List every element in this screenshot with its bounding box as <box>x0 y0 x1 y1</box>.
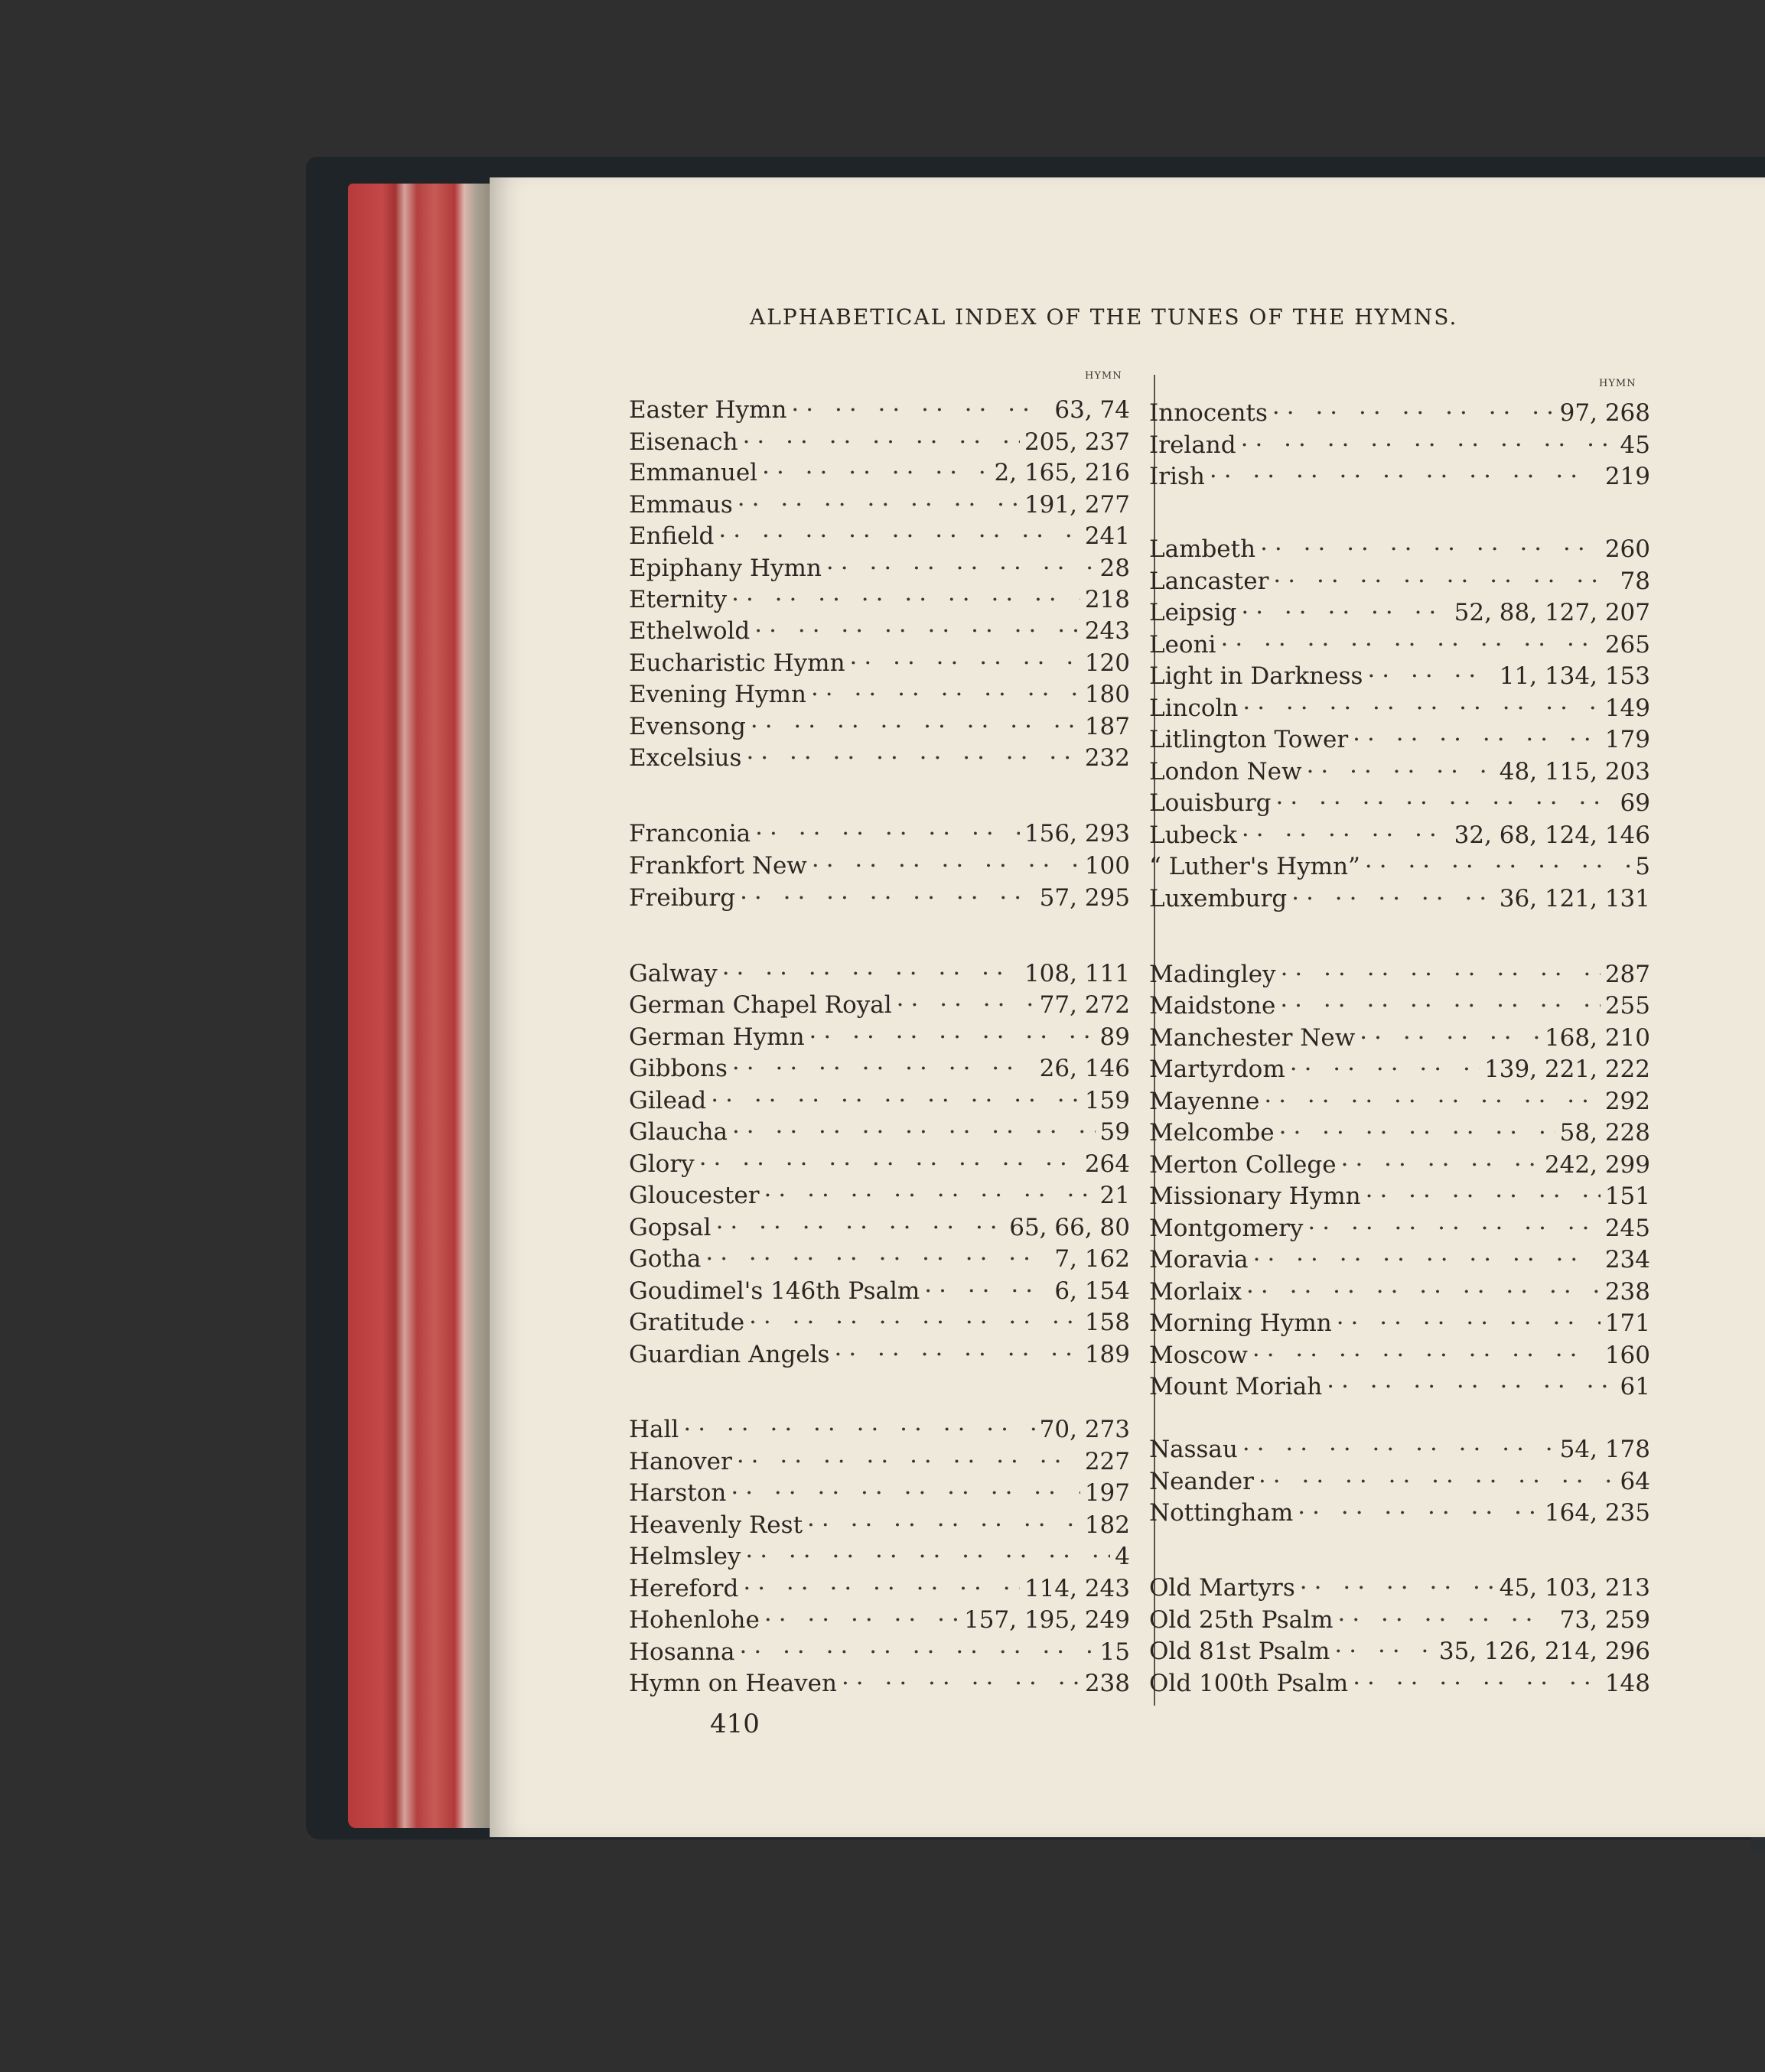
tune-name: Maidstone <box>1149 992 1276 1020</box>
left-column-header: HYMN <box>1085 370 1122 382</box>
tune-name: Frankfort New <box>629 852 807 880</box>
tune-name: Old 81st Psalm <box>1149 1638 1330 1665</box>
hymn-numbers: 242, 299 <box>1544 1151 1650 1179</box>
tune-name: Hymn on Heaven <box>629 1670 837 1697</box>
hymn-numbers: 180 <box>1084 681 1130 708</box>
index-entry <box>629 396 1130 427</box>
hymn-numbers: 5 <box>1635 853 1650 880</box>
index-entry <box>629 1150 1130 1181</box>
index-entry <box>1149 631 1650 662</box>
tune-name: Hanover <box>629 1448 732 1475</box>
hymn-numbers: 45 <box>1620 431 1650 459</box>
leader-dots <box>743 428 1020 456</box>
index-entry <box>629 960 1130 990</box>
leader-dots <box>1300 1574 1495 1602</box>
hymn-numbers: 182 <box>1084 1511 1130 1539</box>
hymn-numbers: 238 <box>1084 1670 1130 1697</box>
tune-name: Lubeck <box>1149 821 1237 849</box>
leader-dots <box>746 744 1080 772</box>
hymn-numbers: 59 <box>1099 1118 1130 1146</box>
tune-name: Moravia <box>1149 1246 1249 1273</box>
index-entry <box>1149 961 1650 991</box>
tune-name: Harston <box>629 1479 727 1507</box>
index-entry <box>1149 758 1650 789</box>
leader-dots <box>1367 662 1494 690</box>
tune-name: Morning Hymn <box>1149 1309 1332 1337</box>
index-entry <box>1149 1278 1650 1309</box>
leader-dots <box>1260 535 1601 563</box>
index-entry <box>1149 1468 1650 1498</box>
tune-name: Nassau <box>1149 1436 1238 1463</box>
leader-dots <box>842 1670 1080 1697</box>
index-entry <box>1149 1151 1650 1182</box>
tune-name: Missionary Hymn <box>1149 1182 1361 1210</box>
hymn-numbers: 73, 259 <box>1559 1606 1650 1634</box>
index-entry <box>629 1670 1130 1700</box>
tune-name: Evening Hymn <box>629 681 806 708</box>
leader-dots <box>924 1277 1050 1305</box>
leader-dots <box>740 884 1035 912</box>
tune-name: Emmanuel <box>629 459 758 486</box>
index-entry <box>629 1416 1130 1446</box>
hymn-numbers: 2, 165, 216 <box>994 459 1130 486</box>
leader-dots <box>850 649 1080 677</box>
leader-dots <box>791 396 1050 424</box>
leader-dots <box>754 617 1080 645</box>
leader-dots <box>1241 599 1449 626</box>
tune-name: Galway <box>629 960 718 987</box>
hymn-numbers: 156, 293 <box>1024 820 1130 847</box>
hymn-numbers: 57, 295 <box>1039 884 1130 912</box>
leader-dots <box>722 960 1020 987</box>
hymn-numbers: 52, 88, 127, 207 <box>1454 599 1650 626</box>
leader-dots <box>1273 568 1615 595</box>
index-entry <box>1149 1436 1650 1466</box>
tune-name: Nottingham <box>1149 1499 1294 1527</box>
tune-name: Hall <box>629 1416 679 1443</box>
tune-name: Old Martyrs <box>1149 1574 1295 1602</box>
index-entry <box>1149 662 1650 693</box>
leader-dots <box>716 1214 1005 1241</box>
tune-name: Gibbons <box>629 1055 728 1082</box>
index-entry <box>629 991 1130 1022</box>
page-title: ALPHABETICAL INDEX OF THE TUNES OF THE HYMNS. <box>750 304 1458 330</box>
leader-dots <box>834 1341 1080 1368</box>
hymn-numbers: 7, 162 <box>1054 1245 1130 1273</box>
index-entry <box>1149 885 1650 916</box>
leader-dots <box>1360 1024 1540 1052</box>
hymn-numbers: 265 <box>1604 631 1650 659</box>
hymn-numbers: 255 <box>1604 992 1650 1020</box>
tune-name: Hereford <box>629 1575 739 1602</box>
tune-name: Merton College <box>1149 1151 1337 1179</box>
index-entry <box>629 1479 1130 1510</box>
hymn-numbers: 21 <box>1099 1182 1130 1209</box>
leader-dots <box>1241 431 1616 459</box>
hymn-numbers: 287 <box>1604 961 1650 988</box>
leader-dots <box>718 522 1080 550</box>
index-entry <box>629 428 1130 459</box>
tune-name: Leoni <box>1149 631 1216 659</box>
hymn-numbers: 36, 121, 131 <box>1499 885 1650 912</box>
tune-name: Lambeth <box>1149 535 1256 563</box>
index-entry <box>629 1277 1130 1308</box>
index-entry <box>1149 726 1650 756</box>
index-entry <box>629 1341 1130 1371</box>
index-entry <box>629 522 1130 553</box>
leader-dots <box>1298 1499 1540 1527</box>
hymn-numbers: 11, 134, 153 <box>1499 662 1650 690</box>
hymn-numbers: 245 <box>1604 1215 1650 1242</box>
index-entry <box>1149 599 1650 629</box>
hymn-numbers: 227 <box>1084 1448 1130 1475</box>
leader-dots <box>807 1511 1080 1539</box>
leader-dots <box>731 1479 1080 1507</box>
hymn-numbers: 63, 74 <box>1054 396 1130 424</box>
leader-dots <box>1210 463 1601 490</box>
tune-name: Mount Moriah <box>1149 1373 1323 1400</box>
hymn-numbers: 187 <box>1084 713 1130 740</box>
hymn-numbers: 70, 273 <box>1039 1416 1130 1443</box>
index-entry <box>629 852 1130 883</box>
tune-name: London New <box>1149 758 1302 786</box>
tune-name: Eucharistic Hymn <box>629 649 845 677</box>
index-entry <box>1149 1574 1650 1605</box>
index-entry <box>629 681 1130 711</box>
index-entry <box>629 820 1130 851</box>
tune-name: Leipsig <box>1149 599 1237 626</box>
index-entry <box>629 1245 1130 1276</box>
tune-name: Epiphany Hymn <box>629 555 822 582</box>
hymn-numbers: 100 <box>1084 852 1130 880</box>
leader-dots <box>705 1245 1050 1273</box>
hymn-numbers: 149 <box>1604 694 1650 722</box>
leader-dots <box>1279 1119 1555 1147</box>
leader-dots <box>826 555 1096 582</box>
hymn-numbers: 78 <box>1620 568 1650 595</box>
tune-name: German Hymn <box>629 1023 805 1051</box>
leader-dots <box>764 1606 959 1634</box>
index-entry <box>629 617 1130 648</box>
hymn-numbers: 58, 228 <box>1559 1119 1650 1147</box>
tune-name: Louisburg <box>1149 789 1272 817</box>
index-entry <box>629 1118 1130 1149</box>
tune-name: Moscow <box>1149 1342 1248 1369</box>
index-entry <box>629 744 1130 775</box>
index-entry <box>629 1606 1130 1637</box>
index-entry <box>1149 1056 1650 1086</box>
leader-dots <box>699 1150 1080 1178</box>
index-entry <box>1149 399 1650 430</box>
leader-dots <box>1334 1638 1434 1665</box>
tune-name: Old 100th Psalm <box>1149 1670 1349 1697</box>
leader-dots <box>751 713 1080 740</box>
hymn-numbers: 160 <box>1604 1342 1650 1369</box>
index-entry <box>1149 568 1650 598</box>
tune-name: “ Luther's Hymn” <box>1149 853 1360 880</box>
leader-dots <box>731 586 1080 613</box>
leader-dots <box>732 1118 1096 1146</box>
tune-name: Hohenlohe <box>629 1606 760 1634</box>
right-column-header: HYMN <box>1599 378 1636 389</box>
leader-dots <box>1220 631 1600 659</box>
hymn-numbers: 219 <box>1604 463 1650 490</box>
tune-name: Gilead <box>629 1087 707 1114</box>
index-entry <box>629 1575 1130 1605</box>
index-entry <box>1149 431 1650 462</box>
leader-dots <box>1341 1151 1540 1179</box>
tune-name: Goudimel's 146th Psalm <box>629 1277 920 1305</box>
page-number: 410 <box>710 1709 760 1739</box>
index-entry <box>1149 1215 1650 1245</box>
tune-name: Lincoln <box>1149 694 1239 722</box>
index-entry <box>629 1309 1130 1339</box>
hymn-numbers: 32, 68, 124, 146 <box>1454 821 1650 849</box>
hymn-numbers: 157, 195, 249 <box>964 1606 1130 1634</box>
tune-name: Guardian Angels <box>629 1341 830 1368</box>
index-entry <box>1149 1088 1650 1118</box>
leader-dots <box>1290 1056 1480 1083</box>
leader-dots <box>1291 885 1495 912</box>
tune-name: Glaucha <box>629 1118 728 1146</box>
index-entry <box>1149 1373 1650 1404</box>
leader-dots <box>1242 821 1450 849</box>
index-entry <box>629 1448 1130 1478</box>
leader-dots <box>743 1575 1020 1602</box>
index-entry <box>629 586 1130 616</box>
hymn-numbers: 151 <box>1604 1182 1650 1210</box>
tune-name: Freiburg <box>629 884 736 912</box>
hymn-numbers: 114, 243 <box>1024 1575 1130 1602</box>
hymn-numbers: 264 <box>1084 1150 1130 1178</box>
hymn-numbers: 243 <box>1084 617 1130 645</box>
tune-name: German Chapel Royal <box>629 991 892 1019</box>
hymn-numbers: 191, 277 <box>1024 491 1130 519</box>
leader-dots <box>1259 1468 1616 1495</box>
leader-dots <box>755 820 1020 847</box>
tune-name: Franconia <box>629 820 751 847</box>
hymn-numbers: 179 <box>1604 726 1650 753</box>
leader-dots <box>738 491 1020 519</box>
tune-name: Montgomery <box>1149 1215 1304 1242</box>
leader-dots <box>732 1055 1035 1082</box>
hymn-numbers: 15 <box>1099 1638 1130 1666</box>
leader-dots <box>809 1023 1096 1051</box>
leader-dots <box>745 1543 1110 1570</box>
index-entry <box>1149 1024 1650 1055</box>
hymn-numbers: 97, 268 <box>1559 399 1650 427</box>
hymn-numbers: 108, 111 <box>1024 960 1130 987</box>
index-entry <box>629 1214 1130 1244</box>
hymn-numbers: 292 <box>1604 1088 1650 1115</box>
index-entry <box>1149 821 1650 852</box>
index-entry <box>1149 463 1650 493</box>
index-entry <box>629 884 1130 915</box>
leader-dots <box>812 852 1080 880</box>
tune-name: Gotha <box>629 1245 702 1273</box>
index-entry <box>629 1055 1130 1085</box>
leader-dots <box>1281 961 1601 988</box>
leader-dots <box>1366 1182 1601 1210</box>
index-entry <box>629 649 1130 680</box>
tune-name: Gopsal <box>629 1214 712 1241</box>
hymn-numbers: 218 <box>1084 586 1130 613</box>
hymn-numbers: 238 <box>1604 1278 1650 1306</box>
leader-dots <box>1276 789 1616 817</box>
hymn-numbers: 35, 126, 214, 296 <box>1438 1638 1650 1665</box>
tune-name: Innocents <box>1149 399 1268 427</box>
tune-name: Lancaster <box>1149 568 1269 595</box>
hymn-numbers: 45, 103, 213 <box>1499 1574 1650 1602</box>
index-entry <box>629 1087 1130 1117</box>
hymn-numbers: 164, 235 <box>1544 1499 1650 1527</box>
tune-name: Martyrdom <box>1149 1056 1285 1083</box>
tune-name: Melcombe <box>1149 1119 1275 1147</box>
index-entry <box>629 1023 1130 1054</box>
hymn-numbers: 54, 178 <box>1559 1436 1650 1463</box>
tune-name: Eternity <box>629 586 728 613</box>
leader-dots <box>740 1638 1096 1666</box>
hymn-numbers: 28 <box>1099 555 1130 582</box>
index-entry <box>629 1182 1130 1212</box>
tune-name: Enfield <box>629 522 715 550</box>
index-entry <box>1149 1606 1650 1637</box>
leader-dots <box>1353 726 1601 753</box>
leader-dots <box>711 1087 1080 1114</box>
tune-name: Litlington Tower <box>1149 726 1349 753</box>
index-entry <box>629 555 1130 585</box>
hymn-numbers: 241 <box>1084 522 1130 550</box>
index-entry <box>1149 1182 1650 1213</box>
hymn-numbers: 197 <box>1084 1479 1130 1507</box>
hymn-numbers: 89 <box>1099 1023 1130 1051</box>
hymn-numbers: 168, 210 <box>1544 1024 1650 1052</box>
index-entry <box>1149 694 1650 725</box>
index-entry <box>1149 1119 1650 1150</box>
hymn-numbers: 171 <box>1604 1309 1650 1337</box>
index-entry <box>1149 789 1650 820</box>
page-edges <box>348 184 505 1828</box>
tune-name: Ethelwold <box>629 617 751 645</box>
leader-dots <box>1242 694 1600 722</box>
index-entry <box>1149 1670 1650 1700</box>
leader-dots <box>1365 853 1630 880</box>
leader-dots <box>1272 399 1555 427</box>
tune-name: Gloucester <box>629 1182 760 1209</box>
leader-dots <box>749 1309 1080 1336</box>
leader-dots <box>897 991 1035 1019</box>
leader-dots <box>764 1182 1096 1209</box>
index-entry <box>1149 535 1650 566</box>
leader-dots <box>1353 1670 1601 1697</box>
tune-name: Gratitude <box>629 1309 745 1336</box>
tune-name: Glory <box>629 1150 695 1178</box>
hymn-numbers: 6, 154 <box>1054 1277 1130 1305</box>
tune-name: Hosanna <box>629 1638 735 1666</box>
leader-dots <box>811 681 1080 708</box>
hymn-numbers: 26, 146 <box>1039 1055 1130 1082</box>
tune-name: Neander <box>1149 1468 1254 1495</box>
leader-dots <box>1264 1088 1600 1115</box>
tune-name: Manchester New <box>1149 1024 1356 1052</box>
index-entry <box>1149 1499 1650 1530</box>
index-entry <box>629 713 1130 743</box>
index-entry <box>629 459 1130 490</box>
index-entry <box>1149 1246 1650 1277</box>
leader-dots <box>1280 992 1601 1020</box>
index-entry <box>1149 1309 1650 1340</box>
index-entry <box>629 1543 1130 1573</box>
tune-name: Emmaus <box>629 491 733 519</box>
tune-name: Old 25th Psalm <box>1149 1606 1334 1634</box>
leader-dots <box>1252 1342 1601 1369</box>
hymn-numbers: 77, 272 <box>1039 991 1130 1019</box>
leader-dots <box>1253 1246 1601 1273</box>
leader-dots <box>1327 1373 1615 1400</box>
hymn-numbers: 120 <box>1084 649 1130 677</box>
index-entry <box>1149 853 1650 883</box>
index-entry <box>1149 992 1650 1023</box>
hymn-numbers: 61 <box>1620 1373 1650 1400</box>
index-entry <box>629 491 1130 522</box>
leader-dots <box>1307 758 1495 786</box>
tune-name: Helmsley <box>629 1543 741 1570</box>
hymn-numbers: 69 <box>1620 789 1650 817</box>
hymn-numbers: 232 <box>1084 744 1130 772</box>
leader-dots <box>1242 1436 1555 1463</box>
hymn-numbers: 64 <box>1620 1468 1650 1495</box>
hymn-numbers: 4 <box>1115 1543 1130 1570</box>
leader-dots <box>1337 1606 1555 1634</box>
hymn-numbers: 205, 237 <box>1024 428 1130 456</box>
tune-name: Easter Hymn <box>629 396 787 424</box>
hymn-numbers: 158 <box>1084 1309 1130 1336</box>
hymn-numbers: 260 <box>1604 535 1650 563</box>
hymn-numbers: 159 <box>1084 1087 1130 1114</box>
tune-name: Heavenly Rest <box>629 1511 803 1539</box>
hymn-numbers: 148 <box>1604 1670 1650 1697</box>
tune-name: Ireland <box>1149 431 1236 459</box>
leader-dots <box>1307 1215 1600 1242</box>
index-entry <box>629 1511 1130 1542</box>
tune-name: Light in Darkness <box>1149 662 1363 690</box>
tune-name: Madingley <box>1149 961 1276 988</box>
index-entry <box>629 1638 1130 1669</box>
leader-dots <box>762 459 989 486</box>
tune-name: Morlaix <box>1149 1278 1242 1306</box>
index-entry <box>1149 1342 1650 1372</box>
hymn-numbers: 48, 115, 203 <box>1499 758 1650 786</box>
leader-dots <box>683 1416 1034 1443</box>
leader-dots <box>737 1448 1080 1475</box>
hymn-numbers: 189 <box>1084 1341 1130 1368</box>
leader-dots <box>1246 1278 1601 1306</box>
index-entry <box>1149 1638 1650 1668</box>
tune-name: Luxemburg <box>1149 885 1288 912</box>
tune-name: Evensong <box>629 713 746 740</box>
tune-name: Excelsius <box>629 744 742 772</box>
hymn-numbers: 139, 221, 222 <box>1484 1056 1650 1083</box>
tune-name: Eisenach <box>629 428 738 456</box>
tune-name: Irish <box>1149 463 1205 490</box>
tune-name: Mayenne <box>1149 1088 1260 1115</box>
hymn-numbers: 234 <box>1604 1246 1650 1273</box>
hymn-numbers: 65, 66, 80 <box>1009 1214 1130 1241</box>
leader-dots <box>1337 1309 1601 1337</box>
